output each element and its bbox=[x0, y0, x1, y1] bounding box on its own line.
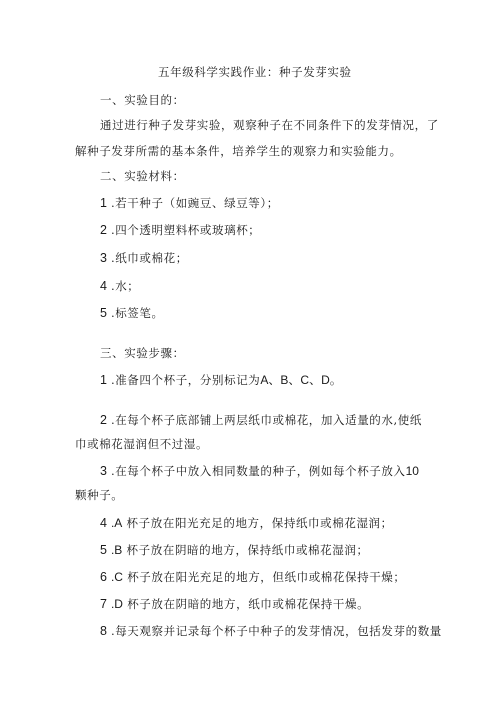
section-materials-heading: 二、实验材料： bbox=[100, 169, 185, 183]
item-text: .水； bbox=[110, 279, 140, 293]
section-steps-heading: 三、实验步骤： bbox=[100, 346, 185, 360]
step-text: 杯子放在阳光充足的地方，保持纸巾或棉花湿润； bbox=[122, 516, 393, 530]
purpose-text-line: 通过进行种子发芽实验，观察种子在不同条件下的发芽情况，了 bbox=[100, 118, 439, 132]
step-number: 3 bbox=[100, 464, 107, 478]
cup-letter: .B bbox=[110, 543, 123, 557]
step-item bbox=[100, 542, 369, 558]
step-text: 杯子放在阴暗的地方，纸巾或棉花保持干燥。 bbox=[122, 597, 370, 611]
step-continuation: 颗种子。 bbox=[75, 488, 124, 502]
item-text: .四个透明塑料杯或玻璃杯； bbox=[110, 223, 261, 237]
material-item bbox=[100, 250, 188, 266]
step-item bbox=[100, 463, 419, 479]
step-number: 8 bbox=[100, 624, 107, 638]
step-text: .每天观察并记录每个杯子中种子的发芽情况，包括发芽的数量 bbox=[110, 624, 442, 638]
step-text: 杯子放在阴暗的地方，保持纸巾或棉花湿润； bbox=[122, 543, 369, 557]
cup-labels: A、B、C、D。 bbox=[260, 373, 342, 387]
step-number: 2 bbox=[100, 413, 107, 427]
material-item bbox=[100, 222, 260, 238]
step-item bbox=[100, 623, 442, 639]
step-item bbox=[100, 569, 406, 585]
step-number: 5 bbox=[100, 543, 107, 557]
step-number: 6 bbox=[100, 570, 107, 584]
item-text: .若干种子（如豌豆、绿豆等）； bbox=[110, 196, 279, 210]
item-number: 3 bbox=[100, 251, 107, 265]
item-text: .标签笔。 bbox=[110, 306, 164, 320]
step-text: .在每个杯子中放入相同数量的种子，例如每个杯子放入 bbox=[110, 464, 406, 478]
step-number: 1 bbox=[100, 373, 107, 387]
purpose-text-line: 解种子发芽所需的基本条件，培养学生的观察力和实验能力。 bbox=[75, 144, 402, 158]
step-number: 7 bbox=[100, 597, 107, 611]
step-number: 4 bbox=[100, 516, 107, 530]
section-purpose-heading: 一、实验目的： bbox=[100, 93, 185, 107]
step-item bbox=[100, 596, 369, 612]
material-item bbox=[100, 195, 279, 211]
seed-count: 10 bbox=[405, 464, 419, 478]
step-item bbox=[100, 412, 422, 428]
step-continuation: 巾或棉花湿润但不过湿。 bbox=[75, 437, 209, 451]
step-text: .在每个杯子底部铺上两层纸巾或棉花，加入适量的水,使纸 bbox=[110, 413, 422, 427]
cup-letter: .A bbox=[110, 516, 123, 530]
item-text: .纸巾或棉花； bbox=[110, 251, 188, 265]
item-number: 5 bbox=[100, 306, 107, 320]
item-number: 4 bbox=[100, 279, 107, 293]
step-text: 杯子放在阳光充足的地方，但纸巾或棉花保持干燥； bbox=[122, 570, 406, 584]
item-number: 1 bbox=[100, 196, 107, 210]
document-title: 五年级科学实践作业：种子发芽实验 bbox=[158, 65, 352, 79]
material-item bbox=[100, 278, 139, 294]
item-number: 2 bbox=[100, 223, 107, 237]
step-item bbox=[100, 372, 342, 388]
step-item bbox=[100, 515, 393, 531]
material-item bbox=[100, 305, 164, 321]
cup-letter: .C bbox=[110, 570, 123, 584]
step-text: .准备四个杯子，分别标记为 bbox=[110, 373, 261, 387]
cup-letter: .D bbox=[110, 597, 123, 611]
